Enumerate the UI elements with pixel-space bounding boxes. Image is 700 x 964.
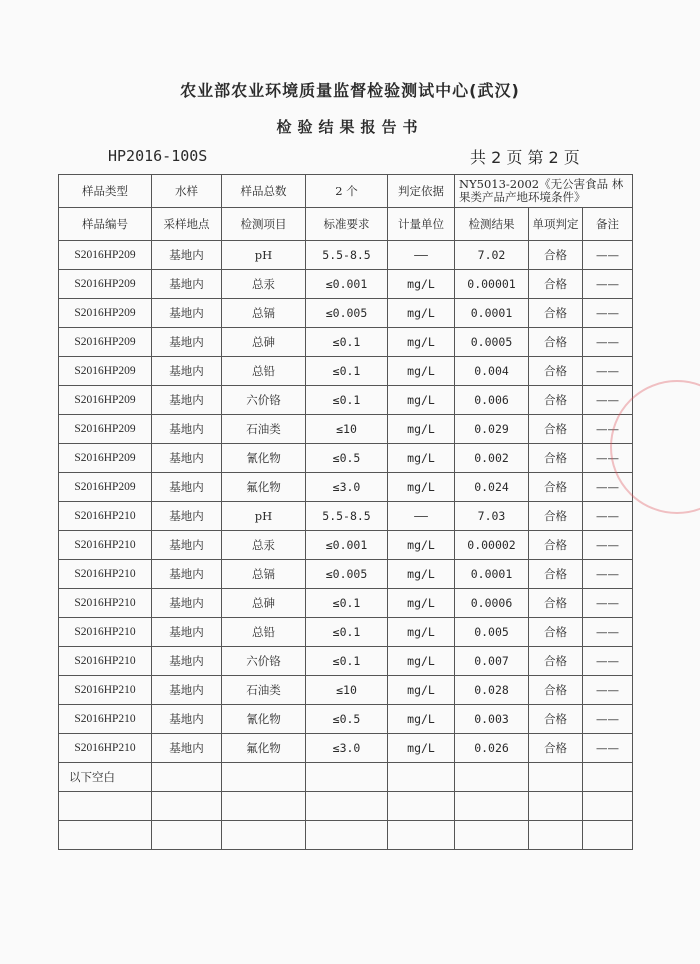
cell-location: 基地内 xyxy=(152,386,222,415)
col-header-remarks: 备注 xyxy=(583,208,633,241)
cell-standard: ≤0.005 xyxy=(306,560,388,589)
cell-location: 基地内 xyxy=(152,357,222,386)
doc-title: 检验结果报告书 xyxy=(276,118,424,136)
col-header-item: 检测项目 xyxy=(222,208,306,241)
table-row xyxy=(59,676,633,705)
cell-standard: ≤0.5 xyxy=(306,444,388,473)
table-row xyxy=(59,589,633,618)
cell-sample-no: S2016HP210 xyxy=(59,618,152,647)
cell-result: 0.007 xyxy=(455,647,529,676)
table-row xyxy=(59,299,633,328)
empty-row xyxy=(59,792,633,821)
table-row xyxy=(59,560,633,589)
cell-result: 0.0001 xyxy=(455,560,529,589)
cell-standard: ≤0.001 xyxy=(306,531,388,560)
cell-sample-no: S2016HP209 xyxy=(59,299,152,328)
empty-cell xyxy=(59,821,152,850)
cell-judgement: 合格 xyxy=(529,299,583,328)
cell-item: pH xyxy=(222,241,306,270)
cell-sample-no: S2016HP209 xyxy=(59,328,152,357)
table-row xyxy=(59,473,633,502)
table-row xyxy=(59,270,633,299)
cell-unit: mg/L xyxy=(388,618,455,647)
cell-remarks: —— xyxy=(583,444,633,473)
empty-row xyxy=(59,821,633,850)
results-table xyxy=(58,174,633,850)
cell-unit: mg/L xyxy=(388,560,455,589)
cell-item: 氰化物 xyxy=(222,705,306,734)
cell-standard: ≤0.005 xyxy=(306,299,388,328)
report-number: HP2016-100S xyxy=(108,147,208,165)
cell-remarks: —— xyxy=(583,473,633,502)
col-header-sample-no: 样品编号 xyxy=(59,208,152,241)
table-row xyxy=(59,531,633,560)
cell-location: 基地内 xyxy=(152,299,222,328)
cell-remarks: —— xyxy=(583,560,633,589)
label-sample-type: 样品类型 xyxy=(59,175,152,208)
table-row xyxy=(59,502,633,531)
cell-location: 基地内 xyxy=(152,647,222,676)
cell-standard: ≤0.1 xyxy=(306,386,388,415)
cell-remarks: —— xyxy=(583,734,633,763)
empty-cell xyxy=(583,821,633,850)
empty-cell xyxy=(455,792,529,821)
header-row-2 xyxy=(59,208,633,241)
cell-sample-no: S2016HP209 xyxy=(59,357,152,386)
value-basis: NY5013-2002《无公害食品 林果类产品产地环境条件》 xyxy=(455,175,633,208)
col-header-standard: 标准要求 xyxy=(306,208,388,241)
empty-cell xyxy=(59,792,152,821)
cell-standard: ≤0.001 xyxy=(306,270,388,299)
cell-standard: ≤3.0 xyxy=(306,734,388,763)
cell-location: 基地内 xyxy=(152,676,222,705)
cell-location: 基地内 xyxy=(152,705,222,734)
cell-unit: mg/L xyxy=(388,589,455,618)
empty-cell xyxy=(455,821,529,850)
cell-result: 0.00002 xyxy=(455,531,529,560)
cell-item: 总镉 xyxy=(222,299,306,328)
empty-cell xyxy=(306,763,388,792)
cell-unit: mg/L xyxy=(388,705,455,734)
cell-judgement: 合格 xyxy=(529,734,583,763)
cell-unit: mg/L xyxy=(388,676,455,705)
cell-sample-no: S2016HP210 xyxy=(59,705,152,734)
cell-judgement: 合格 xyxy=(529,386,583,415)
empty-cell xyxy=(583,763,633,792)
empty-cell xyxy=(529,792,583,821)
table-row xyxy=(59,241,633,270)
table-row xyxy=(59,734,633,763)
cell-unit: mg/L xyxy=(388,647,455,676)
cell-judgement: 合格 xyxy=(529,502,583,531)
blank-note-row xyxy=(59,763,633,792)
table-row xyxy=(59,328,633,357)
cell-location: 基地内 xyxy=(152,531,222,560)
cell-sample-no: S2016HP210 xyxy=(59,676,152,705)
cell-result: 0.0001 xyxy=(455,299,529,328)
cell-remarks: —— xyxy=(583,589,633,618)
cell-unit: —— xyxy=(388,502,455,531)
cell-result: 0.0005 xyxy=(455,328,529,357)
col-header-location: 采样地点 xyxy=(152,208,222,241)
cell-unit: mg/L xyxy=(388,531,455,560)
empty-cell xyxy=(306,821,388,850)
table-row xyxy=(59,705,633,734)
cell-location: 基地内 xyxy=(152,444,222,473)
page-count: 共 2 页 第 2 页 xyxy=(470,148,580,167)
empty-cell xyxy=(388,792,455,821)
cell-location: 基地内 xyxy=(152,734,222,763)
cell-item: 总砷 xyxy=(222,589,306,618)
cell-item: 总铅 xyxy=(222,357,306,386)
cell-item: 总镉 xyxy=(222,560,306,589)
cell-item: 总汞 xyxy=(222,531,306,560)
header-row-1 xyxy=(59,175,633,208)
cell-judgement: 合格 xyxy=(529,415,583,444)
cell-standard: 5.5-8.5 xyxy=(306,241,388,270)
cell-judgement: 合格 xyxy=(529,589,583,618)
label-sample-total: 样品总数 xyxy=(222,175,306,208)
cell-unit: mg/L xyxy=(388,473,455,502)
cell-remarks: —— xyxy=(583,357,633,386)
cell-judgement: 合格 xyxy=(529,328,583,357)
empty-cell xyxy=(152,763,222,792)
cell-remarks: —— xyxy=(583,241,633,270)
cell-result: 0.00001 xyxy=(455,270,529,299)
empty-cell xyxy=(222,763,306,792)
cell-sample-no: S2016HP209 xyxy=(59,415,152,444)
empty-cell xyxy=(152,821,222,850)
cell-result: 0.003 xyxy=(455,705,529,734)
cell-remarks: —— xyxy=(583,676,633,705)
cell-unit: mg/L xyxy=(388,415,455,444)
cell-judgement: 合格 xyxy=(529,473,583,502)
cell-standard: ≤0.1 xyxy=(306,589,388,618)
cell-sample-no: S2016HP209 xyxy=(59,386,152,415)
cell-item: 六价铬 xyxy=(222,647,306,676)
cell-item: 氟化物 xyxy=(222,473,306,502)
org-title: 农业部农业环境质量监督检验测试中心(武汉) xyxy=(180,81,520,100)
cell-sample-no: S2016HP209 xyxy=(59,444,152,473)
cell-location: 基地内 xyxy=(152,328,222,357)
cell-sample-no: S2016HP209 xyxy=(59,270,152,299)
cell-unit: mg/L xyxy=(388,270,455,299)
cell-result: 0.028 xyxy=(455,676,529,705)
cell-standard: ≤0.1 xyxy=(306,647,388,676)
cell-remarks: —— xyxy=(583,705,633,734)
cell-sample-no: S2016HP209 xyxy=(59,473,152,502)
cell-standard: ≤10 xyxy=(306,415,388,444)
cell-location: 基地内 xyxy=(152,560,222,589)
cell-unit: mg/L xyxy=(388,444,455,473)
empty-cell xyxy=(455,763,529,792)
empty-cell xyxy=(529,821,583,850)
empty-cell xyxy=(388,763,455,792)
cell-location: 基地内 xyxy=(152,473,222,502)
cell-remarks: —— xyxy=(583,415,633,444)
table-row xyxy=(59,415,633,444)
empty-cell xyxy=(529,763,583,792)
blank-note: 以下空白 xyxy=(59,763,152,792)
table-row xyxy=(59,647,633,676)
cell-remarks: —— xyxy=(583,328,633,357)
table-row xyxy=(59,357,633,386)
cell-result: 0.026 xyxy=(455,734,529,763)
empty-cell xyxy=(388,821,455,850)
cell-standard: ≤0.5 xyxy=(306,705,388,734)
cell-result: 0.006 xyxy=(455,386,529,415)
cell-judgement: 合格 xyxy=(529,560,583,589)
cell-unit: mg/L xyxy=(388,357,455,386)
cell-standard: ≤0.1 xyxy=(306,618,388,647)
cell-item: 总砷 xyxy=(222,328,306,357)
cell-sample-no: S2016HP210 xyxy=(59,734,152,763)
cell-remarks: —— xyxy=(583,531,633,560)
cell-judgement: 合格 xyxy=(529,647,583,676)
cell-location: 基地内 xyxy=(152,618,222,647)
cell-sample-no: S2016HP210 xyxy=(59,502,152,531)
cell-result: 0.029 xyxy=(455,415,529,444)
cell-judgement: 合格 xyxy=(529,270,583,299)
cell-standard: 5.5-8.5 xyxy=(306,502,388,531)
cell-unit: mg/L xyxy=(388,299,455,328)
cell-location: 基地内 xyxy=(152,241,222,270)
cell-judgement: 合格 xyxy=(529,357,583,386)
empty-cell xyxy=(222,821,306,850)
cell-item: 总铅 xyxy=(222,618,306,647)
cell-location: 基地内 xyxy=(152,589,222,618)
cell-remarks: —— xyxy=(583,647,633,676)
label-basis: 判定依据 xyxy=(388,175,455,208)
cell-item: pH xyxy=(222,502,306,531)
cell-judgement: 合格 xyxy=(529,241,583,270)
cell-judgement: 合格 xyxy=(529,676,583,705)
cell-location: 基地内 xyxy=(152,502,222,531)
cell-remarks: —— xyxy=(583,386,633,415)
cell-unit: —— xyxy=(388,241,455,270)
cell-remarks: —— xyxy=(583,618,633,647)
cell-standard: ≤10 xyxy=(306,676,388,705)
cell-result: 0.0006 xyxy=(455,589,529,618)
cell-item: 石油类 xyxy=(222,676,306,705)
cell-sample-no: S2016HP210 xyxy=(59,589,152,618)
cell-result: 0.024 xyxy=(455,473,529,502)
cell-judgement: 合格 xyxy=(529,618,583,647)
cell-unit: mg/L xyxy=(388,734,455,763)
empty-cell xyxy=(222,792,306,821)
cell-item: 石油类 xyxy=(222,415,306,444)
cell-result: 0.005 xyxy=(455,618,529,647)
cell-judgement: 合格 xyxy=(529,705,583,734)
table-row xyxy=(59,618,633,647)
cell-sample-no: S2016HP210 xyxy=(59,647,152,676)
empty-cell xyxy=(306,792,388,821)
empty-cell xyxy=(152,792,222,821)
cell-standard: ≤3.0 xyxy=(306,473,388,502)
cell-sample-no: S2016HP210 xyxy=(59,531,152,560)
cell-result: 7.03 xyxy=(455,502,529,531)
col-header-result: 检测结果 xyxy=(455,208,529,241)
cell-sample-no: S2016HP209 xyxy=(59,241,152,270)
cell-sample-no: S2016HP210 xyxy=(59,560,152,589)
cell-judgement: 合格 xyxy=(529,531,583,560)
table-row xyxy=(59,386,633,415)
cell-result: 7.02 xyxy=(455,241,529,270)
cell-remarks: —— xyxy=(583,299,633,328)
table-row xyxy=(59,444,633,473)
cell-result: 0.002 xyxy=(455,444,529,473)
cell-location: 基地内 xyxy=(152,270,222,299)
cell-item: 氰化物 xyxy=(222,444,306,473)
cell-standard: ≤0.1 xyxy=(306,328,388,357)
cell-remarks: —— xyxy=(583,270,633,299)
cell-judgement: 合格 xyxy=(529,444,583,473)
cell-unit: mg/L xyxy=(388,386,455,415)
empty-cell xyxy=(583,792,633,821)
col-header-judgement: 单项判定 xyxy=(529,208,583,241)
cell-location: 基地内 xyxy=(152,415,222,444)
cell-item: 氟化物 xyxy=(222,734,306,763)
cell-item: 六价铬 xyxy=(222,386,306,415)
value-sample-type: 水样 xyxy=(152,175,222,208)
cell-item: 总汞 xyxy=(222,270,306,299)
col-header-unit: 计量单位 xyxy=(388,208,455,241)
cell-result: 0.004 xyxy=(455,357,529,386)
cell-remarks: —— xyxy=(583,502,633,531)
cell-standard: ≤0.1 xyxy=(306,357,388,386)
cell-unit: mg/L xyxy=(388,328,455,357)
value-sample-total: 2 个 xyxy=(306,175,388,208)
